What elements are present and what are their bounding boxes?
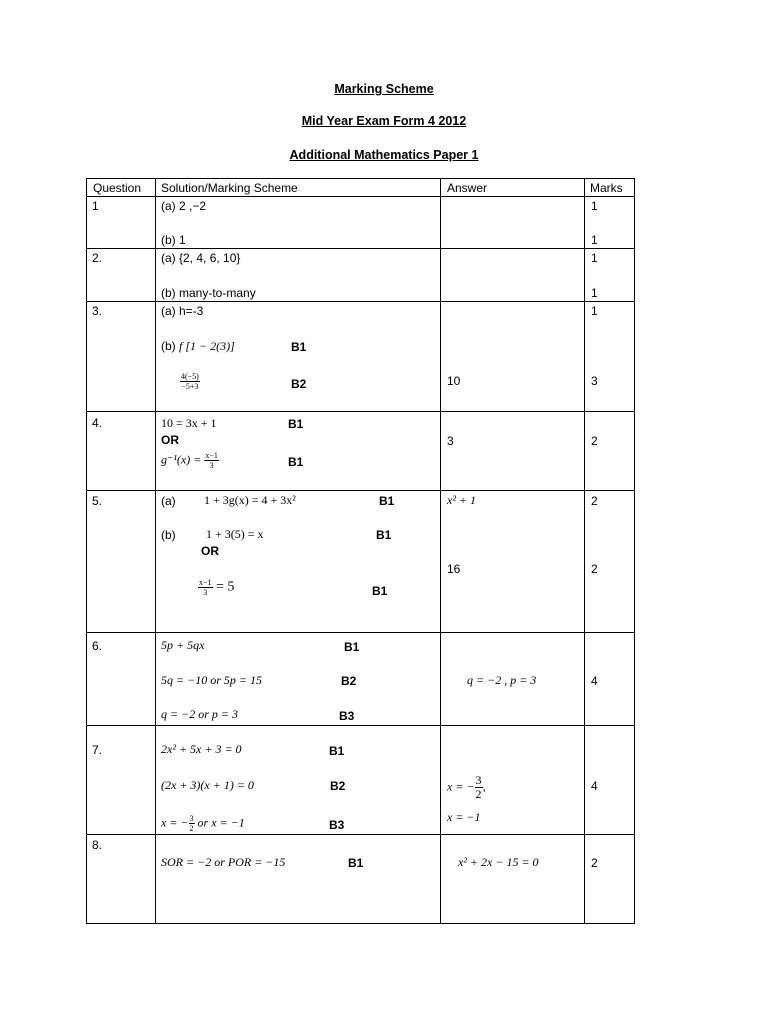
mark-code: B2 [291,377,307,391]
question-number: 1 [92,199,99,213]
q6-line2: 5q = −10 or 5p = 15 [161,673,262,687]
header-marks: Marks [590,181,623,195]
mark-code: B1 [376,528,392,542]
q6-line1: 5p + 5qx [161,638,205,652]
q7-rhs: or x = −1 [194,815,245,830]
header-question: Question [93,181,142,195]
q3-mark-a: 1 [591,304,598,318]
row-divider [86,725,635,726]
q4-lhs: g⁻¹(x) = [161,452,205,467]
question-number: 6. [92,639,103,653]
fraction-numerator: 4(−5) [181,372,199,381]
q7-line1: 2x² + 5x + 3 = 0 [161,742,242,756]
q7-answer-comma: , [482,779,486,794]
q7-mark: 4 [591,779,598,793]
q6-mark: 4 [591,674,598,688]
column-divider [155,178,156,924]
q2-part-a: (a) {2, 4, 6, 10} [161,251,241,265]
question-number: 7. [92,743,103,757]
q4-line2 [161,451,219,470]
row-divider [86,178,635,179]
row-divider [86,923,635,924]
mark-code: B2 [341,674,357,688]
q4-line1: 10 = 3x + 1 [161,416,217,430]
row-divider [86,490,635,491]
fraction-denominator: 3 [209,461,214,470]
q1-mark-a: 1 [591,199,598,213]
q5-a-expression: 1 + 3g(x) = 4 + 3x² [204,493,296,507]
q3-answer: 10 [447,374,461,388]
row-divider [86,411,635,412]
fraction-rhs: = 5 [212,579,235,595]
q3-part-a: (a) h=-3 [161,304,204,318]
row-divider [86,834,635,835]
q3-fraction [180,372,200,391]
mark-code: B2 [330,779,346,793]
column-divider [86,178,87,924]
q8-answer: x² + 2x − 15 = 0 [458,855,539,869]
mark-code: B1 [344,640,360,654]
header-solution: Solution/Marking Scheme [161,181,298,195]
q5-b-answer: 16 [447,562,461,576]
row-divider [86,301,635,302]
q5-a-answer: x² + 1 [447,493,477,507]
question-number: 2. [92,251,103,265]
q5-b-mark: 2 [591,562,598,576]
q7-answer-2: x = −1 [447,810,481,824]
column-divider [440,178,441,924]
q7-answer-1 [447,774,486,801]
fraction-denominator: 2 [189,824,194,833]
q1-part-a: (a) 2 ,−2 [161,199,207,213]
q7-line2: (2x + 3)(x + 1) = 0 [161,778,254,792]
q7-line3 [161,814,245,833]
mark-code: B1 [291,340,307,354]
title-marking-scheme: Marking Scheme [334,82,434,96]
mark-code: B3 [329,818,345,832]
q7-answer-lhs: x = − [447,779,475,794]
question-number: 5. [92,494,103,508]
or-label: OR [201,544,219,558]
mark-code: B1 [288,455,304,469]
part-label: (b) [161,528,176,542]
mark-code: B1 [379,494,395,508]
q5-fraction [198,578,234,597]
mark-code: B1 [348,856,364,870]
mark-code: B1 [329,744,345,758]
q3-part-b [161,339,235,353]
column-divider [634,178,635,924]
row-divider [86,632,635,633]
q2-mark-a: 1 [591,251,598,265]
q8-mark: 2 [591,856,598,870]
row-divider [86,196,635,197]
fraction-numerator: 3 [189,814,194,823]
part-label: (a) [161,494,176,508]
q4-answer: 3 [447,434,454,448]
q2-part-b: (b) many-to-many [161,286,256,300]
q6-answer: q = −2 , p = 3 [467,673,537,687]
mark-code: B1 [288,417,304,431]
fraction-numerator: 3 [475,773,482,787]
q5-b-expression: 1 + 3(5) = x [206,527,264,541]
or-label: OR [161,433,179,447]
mark-code: B1 [372,584,388,598]
column-divider [584,178,585,924]
q1-part-b: (b) 1 [161,233,186,247]
q6-line3: q = −2 or p = 3 [161,707,238,721]
title-exam: Mid Year Exam Form 4 2012 [301,114,467,128]
title-paper: Additional Mathematics Paper 1 [289,148,479,162]
q1-mark-b: 1 [591,233,598,247]
question-number: 4. [92,416,103,430]
q3-expression: f [1 − 2(3)] [179,339,235,353]
marking-table [86,178,635,924]
q7-lhs: x = − [161,815,189,830]
question-number: 8. [92,838,103,852]
q8-line1: SOR = −2 or POR = −15 [161,855,286,869]
fraction-numerator: x−1 [199,578,212,587]
q5-a-mark: 2 [591,494,598,508]
q4-mark: 2 [591,434,598,448]
fraction-denominator: 2 [475,787,482,801]
q2-mark-b: 1 [591,286,598,300]
part-label: (b) [161,339,179,353]
row-divider [86,248,635,249]
header-answer: Answer [447,181,488,195]
question-number: 3. [92,304,103,318]
fraction-numerator: x−1 [205,451,218,460]
mark-code: B3 [339,709,355,723]
q3-mark: 3 [591,374,598,388]
fraction-denominator: 3 [203,588,208,597]
fraction-denominator: −5+3 [181,382,199,391]
